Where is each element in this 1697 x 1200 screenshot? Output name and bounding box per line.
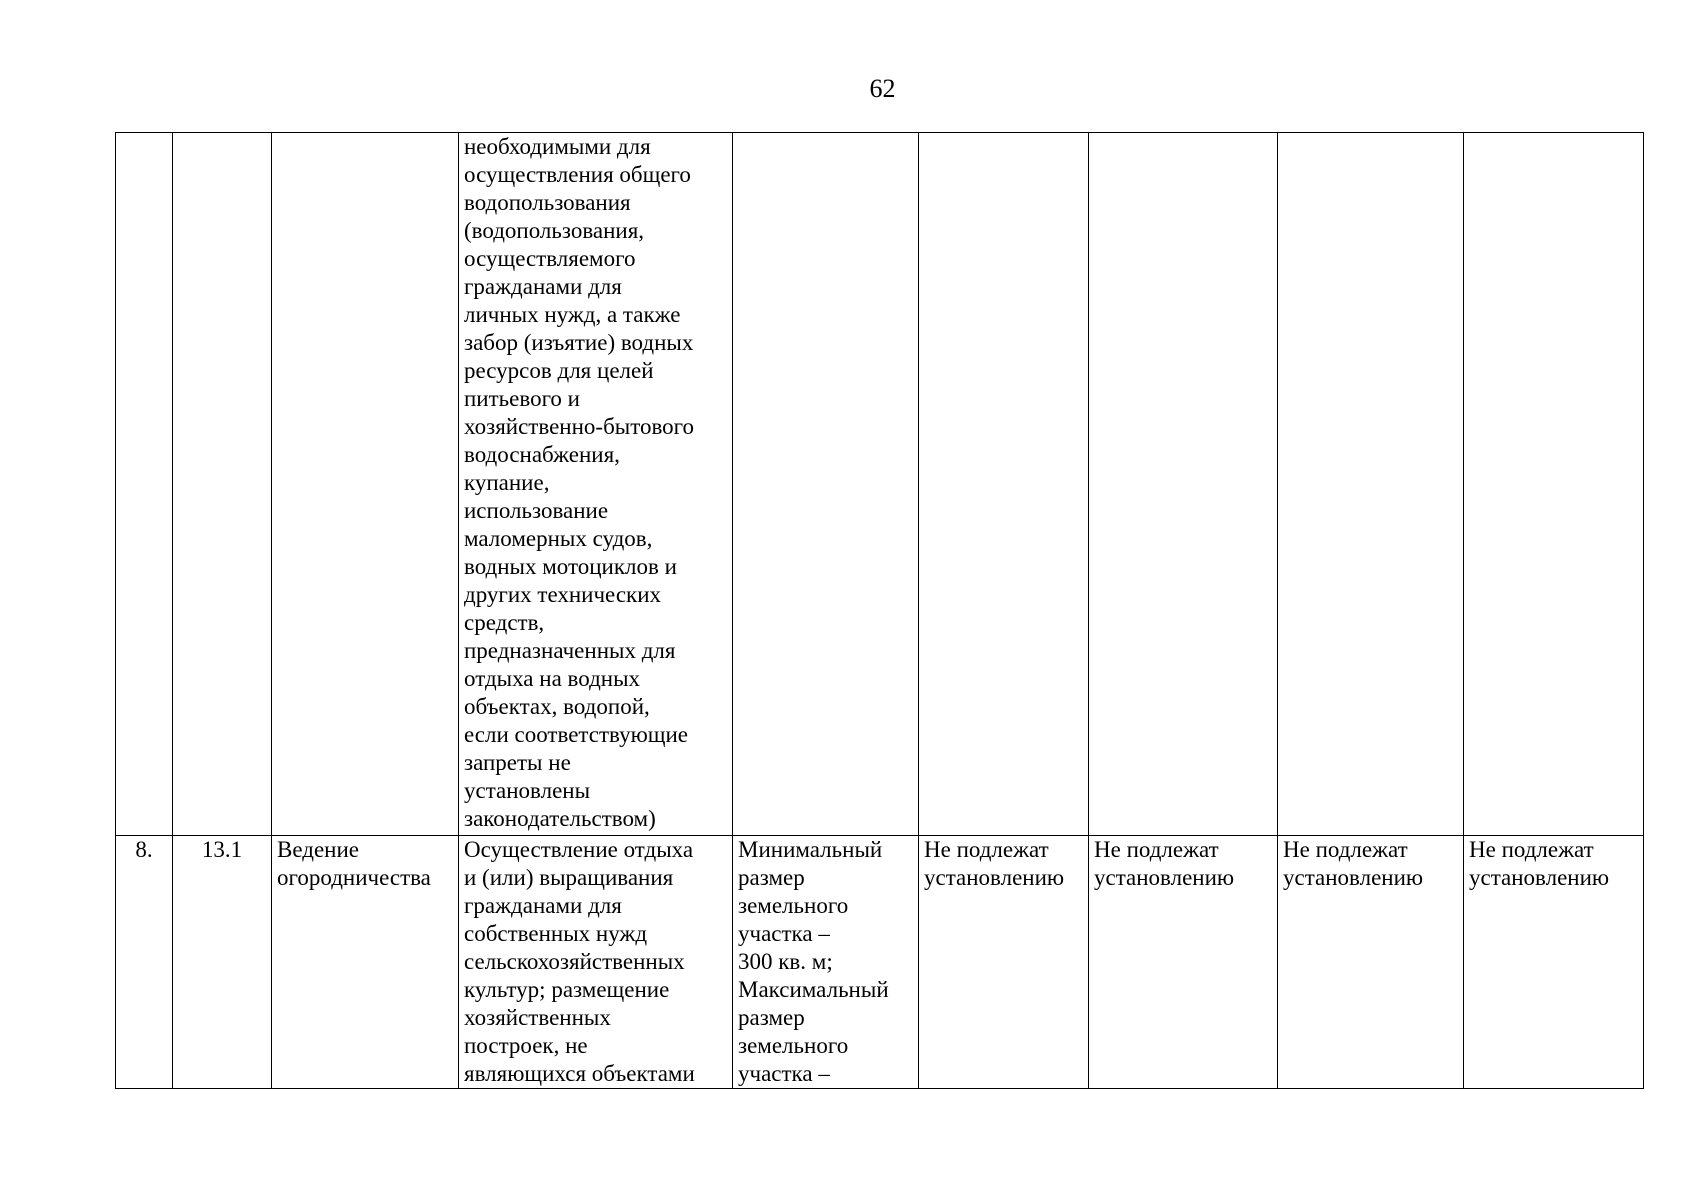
- cell-text-line: водоснабжения,: [464, 442, 620, 467]
- cell-text-line: Ведение: [277, 837, 359, 862]
- cell-text-line: питьевого и: [464, 386, 580, 411]
- cell-text-line: гражданами для: [464, 893, 622, 918]
- cell-use-description: [459, 836, 733, 1089]
- cell-text-line: маломерных судов,: [464, 526, 653, 551]
- cell-text-line: являющихся объектами: [464, 1061, 695, 1086]
- cell-text-line: отдыха на водных: [464, 666, 641, 691]
- cell-param-1: [919, 133, 1089, 836]
- cell-use-name: [272, 133, 459, 836]
- cell-text-line: Не подлежат: [1094, 837, 1219, 862]
- table-row: [116, 133, 1644, 836]
- cell-text-line: построек, не: [464, 1033, 588, 1058]
- cell-use-name: [272, 836, 459, 1089]
- cell-text-line: Минимальный: [738, 837, 883, 862]
- cell-text-line: других технических: [464, 582, 662, 607]
- cell-text-line: (водопользования,: [464, 218, 645, 243]
- cell-text-line: Максимальный: [738, 977, 889, 1002]
- cell-code: [173, 836, 272, 1089]
- cell-text-line: средств,: [464, 610, 545, 635]
- cell-text-line: водопользования: [464, 190, 631, 215]
- cell-text-line: запреты не: [464, 750, 571, 775]
- cell-param-4: [1464, 133, 1644, 836]
- cell-text-line: хозяйственных: [464, 1005, 611, 1030]
- page-number: 62: [869, 74, 896, 103]
- cell-param-2: [1089, 133, 1278, 836]
- cell-number: [116, 133, 173, 836]
- cell-text-line: предназначенных для: [464, 638, 676, 663]
- cell-text-line: если соответствующие: [464, 722, 688, 747]
- cell-text-line: личных нужд, а также: [464, 302, 681, 327]
- cell-text-line: Не подлежат: [1469, 837, 1594, 862]
- cell-text-line: объектах, водопой,: [464, 694, 650, 719]
- cell-text-line: участка –: [738, 921, 830, 946]
- table-row: [116, 836, 1644, 1089]
- cell-text-line: ресурсов для целей: [464, 358, 654, 383]
- cell-text-line: земельного: [738, 1033, 849, 1058]
- cell-text-line: установлению: [1094, 865, 1235, 890]
- cell-text-line: 13.1: [201, 837, 243, 862]
- cell-text-line: гражданами для: [464, 274, 622, 299]
- cell-text-line: сельскохозяйственных: [464, 949, 685, 974]
- cell-param-1: [919, 836, 1089, 1089]
- cell-text-line: размер: [738, 1005, 805, 1030]
- cell-text-line: законодательством): [464, 806, 656, 831]
- cell-plot-size: [733, 133, 919, 836]
- cell-text-line: и (или) выращивания: [464, 865, 674, 890]
- cell-text-line: огородничества: [277, 865, 431, 890]
- cell-text-line: хозяйственно-бытового: [464, 414, 695, 439]
- cell-param-3: [1278, 836, 1464, 1089]
- cell-text-line: использование: [464, 498, 609, 523]
- regulations-table: [115, 132, 1644, 1089]
- cell-text-line: установлению: [924, 865, 1065, 890]
- cell-text-line: земельного: [738, 893, 849, 918]
- cell-text-line: установлению: [1469, 865, 1610, 890]
- cell-text-line: Не подлежат: [924, 837, 1049, 862]
- cell-text-line: участка –: [738, 1061, 830, 1086]
- cell-text-line: установлены: [464, 778, 591, 803]
- cell-text-line: установлению: [1283, 865, 1424, 890]
- cell-text-line: 300 кв. м;: [738, 949, 833, 974]
- cell-text-line: осуществляемого: [464, 246, 636, 271]
- cell-code: [173, 133, 272, 836]
- cell-use-description: [459, 133, 733, 836]
- cell-text-line: Не подлежат: [1283, 837, 1408, 862]
- cell-param-2: [1089, 836, 1278, 1089]
- cell-text-line: собственных нужд: [464, 921, 648, 946]
- cell-param-3: [1278, 133, 1464, 836]
- cell-text-line: забор (изъятие) водных: [464, 330, 694, 355]
- cell-text-line: купание,: [464, 470, 550, 495]
- cell-text-line: осуществления общего: [464, 162, 691, 187]
- cell-number: [116, 836, 173, 1089]
- cell-text-line: водных мотоциклов и: [464, 554, 677, 579]
- cell-text-line: 8.: [135, 837, 153, 862]
- cell-text-line: культур; размещение: [464, 977, 670, 1002]
- cell-plot-size: [733, 836, 919, 1089]
- cell-param-4: [1464, 836, 1644, 1089]
- cell-text-line: Осуществление отдыха: [464, 837, 694, 862]
- cell-text-line: необходимыми для: [464, 134, 651, 159]
- cell-text-line: размер: [738, 865, 805, 890]
